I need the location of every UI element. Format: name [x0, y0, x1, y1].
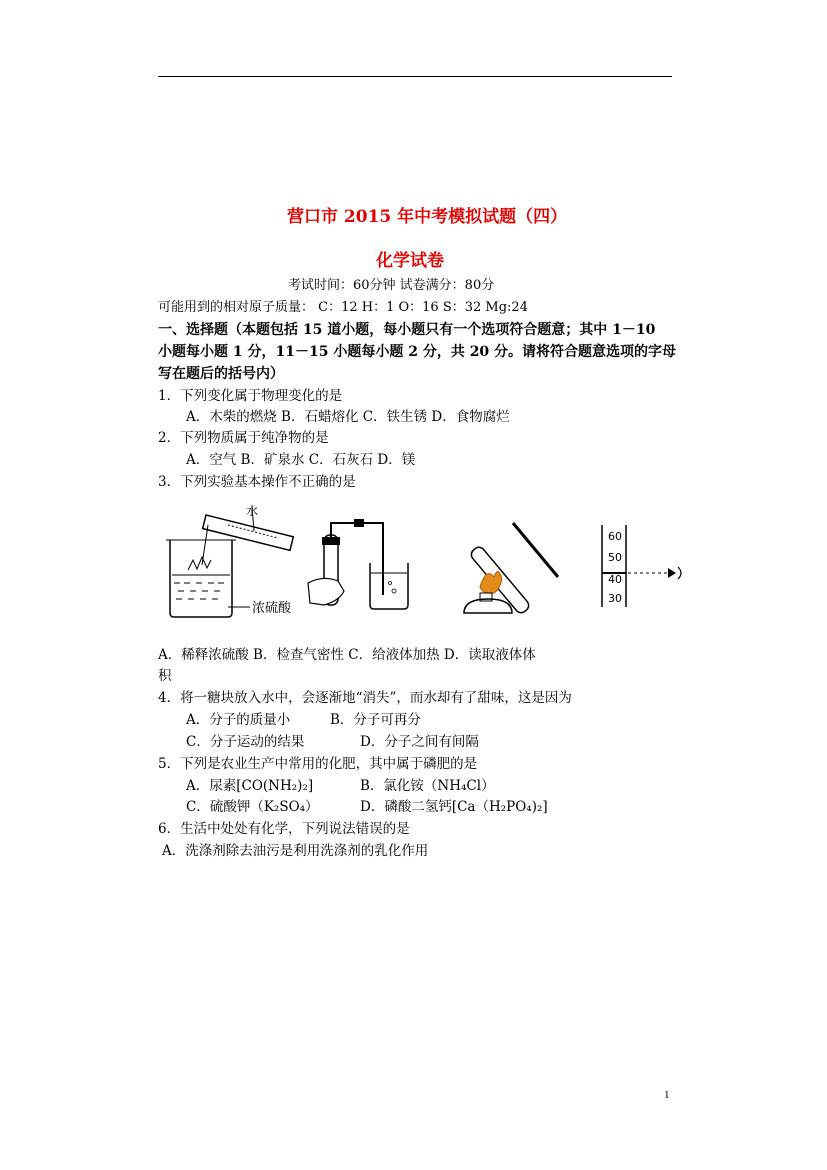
heating-liquid-illustration — [464, 523, 558, 615]
q2-options: A．空气 B．矿泉水 C．石灰石 D．镁 — [186, 452, 416, 468]
exam-info: 考试时间：60分钟 试卷满分：80分 — [288, 278, 495, 293]
q4-option-b: B．分子可再分 — [330, 712, 421, 728]
acid-label: 浓硫酸 — [252, 601, 292, 616]
exam-title: 营口市 2015 年中考模拟试题（四） — [287, 207, 568, 227]
scale-label: 30 — [608, 592, 622, 605]
q4-stem: 4．将一糖块放入水中，会逐渐地“消失”，而水却有了甜味，这是因为 — [158, 690, 572, 706]
q4-option-a: A．分子的质量小 — [186, 712, 291, 728]
page-number: 1 — [664, 1089, 670, 1101]
q3-options-line1: A．稀释浓硫酸 B．检查气密性 C．给液体加热 D．读取液体体 — [158, 647, 536, 663]
reading-volume-illustration — [602, 525, 681, 607]
q5-option-c: C．硫酸钾（K₂SO₄） — [186, 799, 319, 815]
section-instructions-line1: 一、选择题（本题包括 15 道小题，每小题只有一个选项符合题意；其中 1－10 — [158, 322, 656, 338]
q1-stem: 1．下列变化属于物理变化的是 — [158, 388, 343, 404]
section-instructions-line2: 小题每小题 1 分，11－15 小题每小题 2 分，共 20 分。请将符合题意选项的字母 — [158, 344, 677, 360]
q4-option-d: D．分子之间有间隔 — [360, 734, 479, 750]
atomic-masses: 可能用到的相对原子质量： C：12 H：1 O：16 S：32 Mg:24 — [158, 300, 528, 315]
q5-option-d: D．磷酸二氢钙[Ca（H₂PO₄)₂] — [360, 799, 548, 815]
exam-subtitle: 化学试卷 — [376, 251, 444, 271]
q5-option-b: B．氯化铵（NH₄Cl） — [360, 778, 495, 794]
q2-stem: 2．下列物质属于纯净物的是 — [158, 430, 329, 446]
q3-figure — [158, 495, 698, 635]
q6-option-a: A．洗涤剂除去油污是利用洗涤剂的乳化作用 — [162, 843, 429, 859]
header-rule — [158, 76, 672, 77]
scale-label: 60 — [608, 530, 622, 543]
q6-stem: 6．生活中处处有化学，下列说法错误的是 — [158, 821, 410, 837]
q5-option-a: A．尿素[CO(NH₂)₂] — [186, 778, 314, 794]
scale-label: 50 — [608, 551, 622, 564]
q1-options: A．木柴的燃烧 B．石蜡熔化 C．铁生锈 D．食物腐烂 — [186, 409, 510, 425]
q5-stem: 5．下列是农业生产中常用的化肥，其中属于磷肥的是 — [158, 756, 478, 772]
water-label: 水 — [246, 504, 259, 518]
q4-option-c: C．分子运动的结果 — [186, 734, 305, 750]
section-instructions-line3: 写在题后的括号内） — [158, 366, 284, 382]
q3-stem: 3．下列实验基本操作不正确的是 — [158, 474, 356, 490]
scale-label: 40 — [608, 573, 622, 586]
q3-options-line2: 积 — [158, 668, 172, 684]
diluting-acid-illustration — [166, 503, 293, 617]
airtightness-check-illustration — [308, 519, 408, 609]
